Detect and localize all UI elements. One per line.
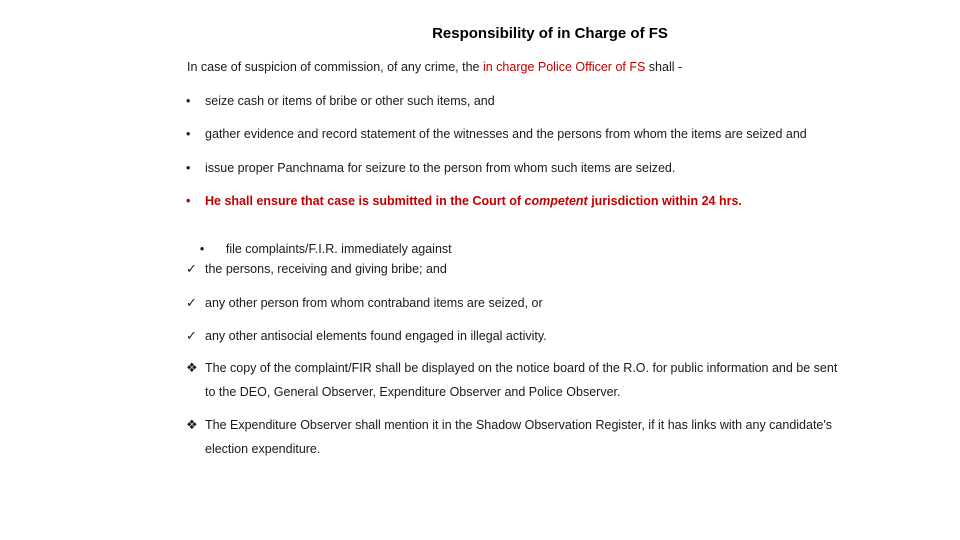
bullet-text: seize cash or items of bribe or other such items, and <box>205 94 495 108</box>
intro-text <box>187 60 682 74</box>
slide-title: Responsibility of in Charge of FS <box>432 25 668 42</box>
bullet-text: issue proper Panchnama for seizure to the person from whom such items are seized. <box>205 161 676 175</box>
checkmark-icon: ✓ <box>186 328 197 343</box>
diamond-icon: ❖ <box>186 417 198 432</box>
diamond-item <box>186 356 912 404</box>
intro-highlight: in charge Police Officer of FS <box>482 60 646 74</box>
check-item <box>186 295 543 311</box>
checkmark-icon: ✓ <box>186 295 197 310</box>
complaint-bullet-text: file complaints/F.I.R. immediately against <box>218 242 452 256</box>
bullet-item <box>186 94 495 108</box>
intro-prefix: In case of suspicion of commission, of any crime, the <box>187 60 483 74</box>
check-text: any other antisocial elements found engaged in illegal activity. <box>205 329 547 343</box>
intro-suffix: shall - <box>645 60 683 74</box>
bullet-text: gather evidence and record statement of the witnesses and the persons from whom the items are seized and <box>205 127 807 141</box>
bullet-item <box>186 127 807 141</box>
diamond-text-line1: The Expenditure Observer shall mention it in the Shadow Observation Register, if it has links with any candidate's <box>205 418 833 432</box>
check-text: any other person from whom contraband items are seized, or <box>205 296 543 310</box>
bullet-icon: • <box>199 242 205 256</box>
diamond-text-line2: to the DEO, General Observer, Expenditure Observer and Police Observer. <box>205 385 621 399</box>
diamond-icon: ❖ <box>186 360 198 375</box>
diamond-item <box>186 413 912 461</box>
checkmark-icon: ✓ <box>186 261 197 276</box>
diamond-text-line1: The copy of the complaint/FIR shall be displayed on the notice board of the R.O. for public information and be sent <box>205 361 838 375</box>
red-bullet-item <box>186 194 742 208</box>
bullet-icon: • <box>186 127 191 141</box>
check-text: the persons, receiving and giving bribe; and <box>205 262 447 276</box>
check-item <box>186 261 447 277</box>
red-bullet-italic: competent <box>524 194 588 208</box>
red-bullet-part1: He shall ensure that case is submitted in the Court of <box>205 194 525 208</box>
check-item <box>186 328 547 344</box>
diamond-text-line2: election expenditure. <box>205 442 321 456</box>
bullet-icon: • <box>186 94 191 108</box>
red-bullet-part2: jurisdiction within 24 hrs. <box>587 194 742 208</box>
bullet-icon: • <box>186 161 191 175</box>
bullet-icon: • <box>186 194 191 208</box>
bullet-item <box>186 161 675 175</box>
